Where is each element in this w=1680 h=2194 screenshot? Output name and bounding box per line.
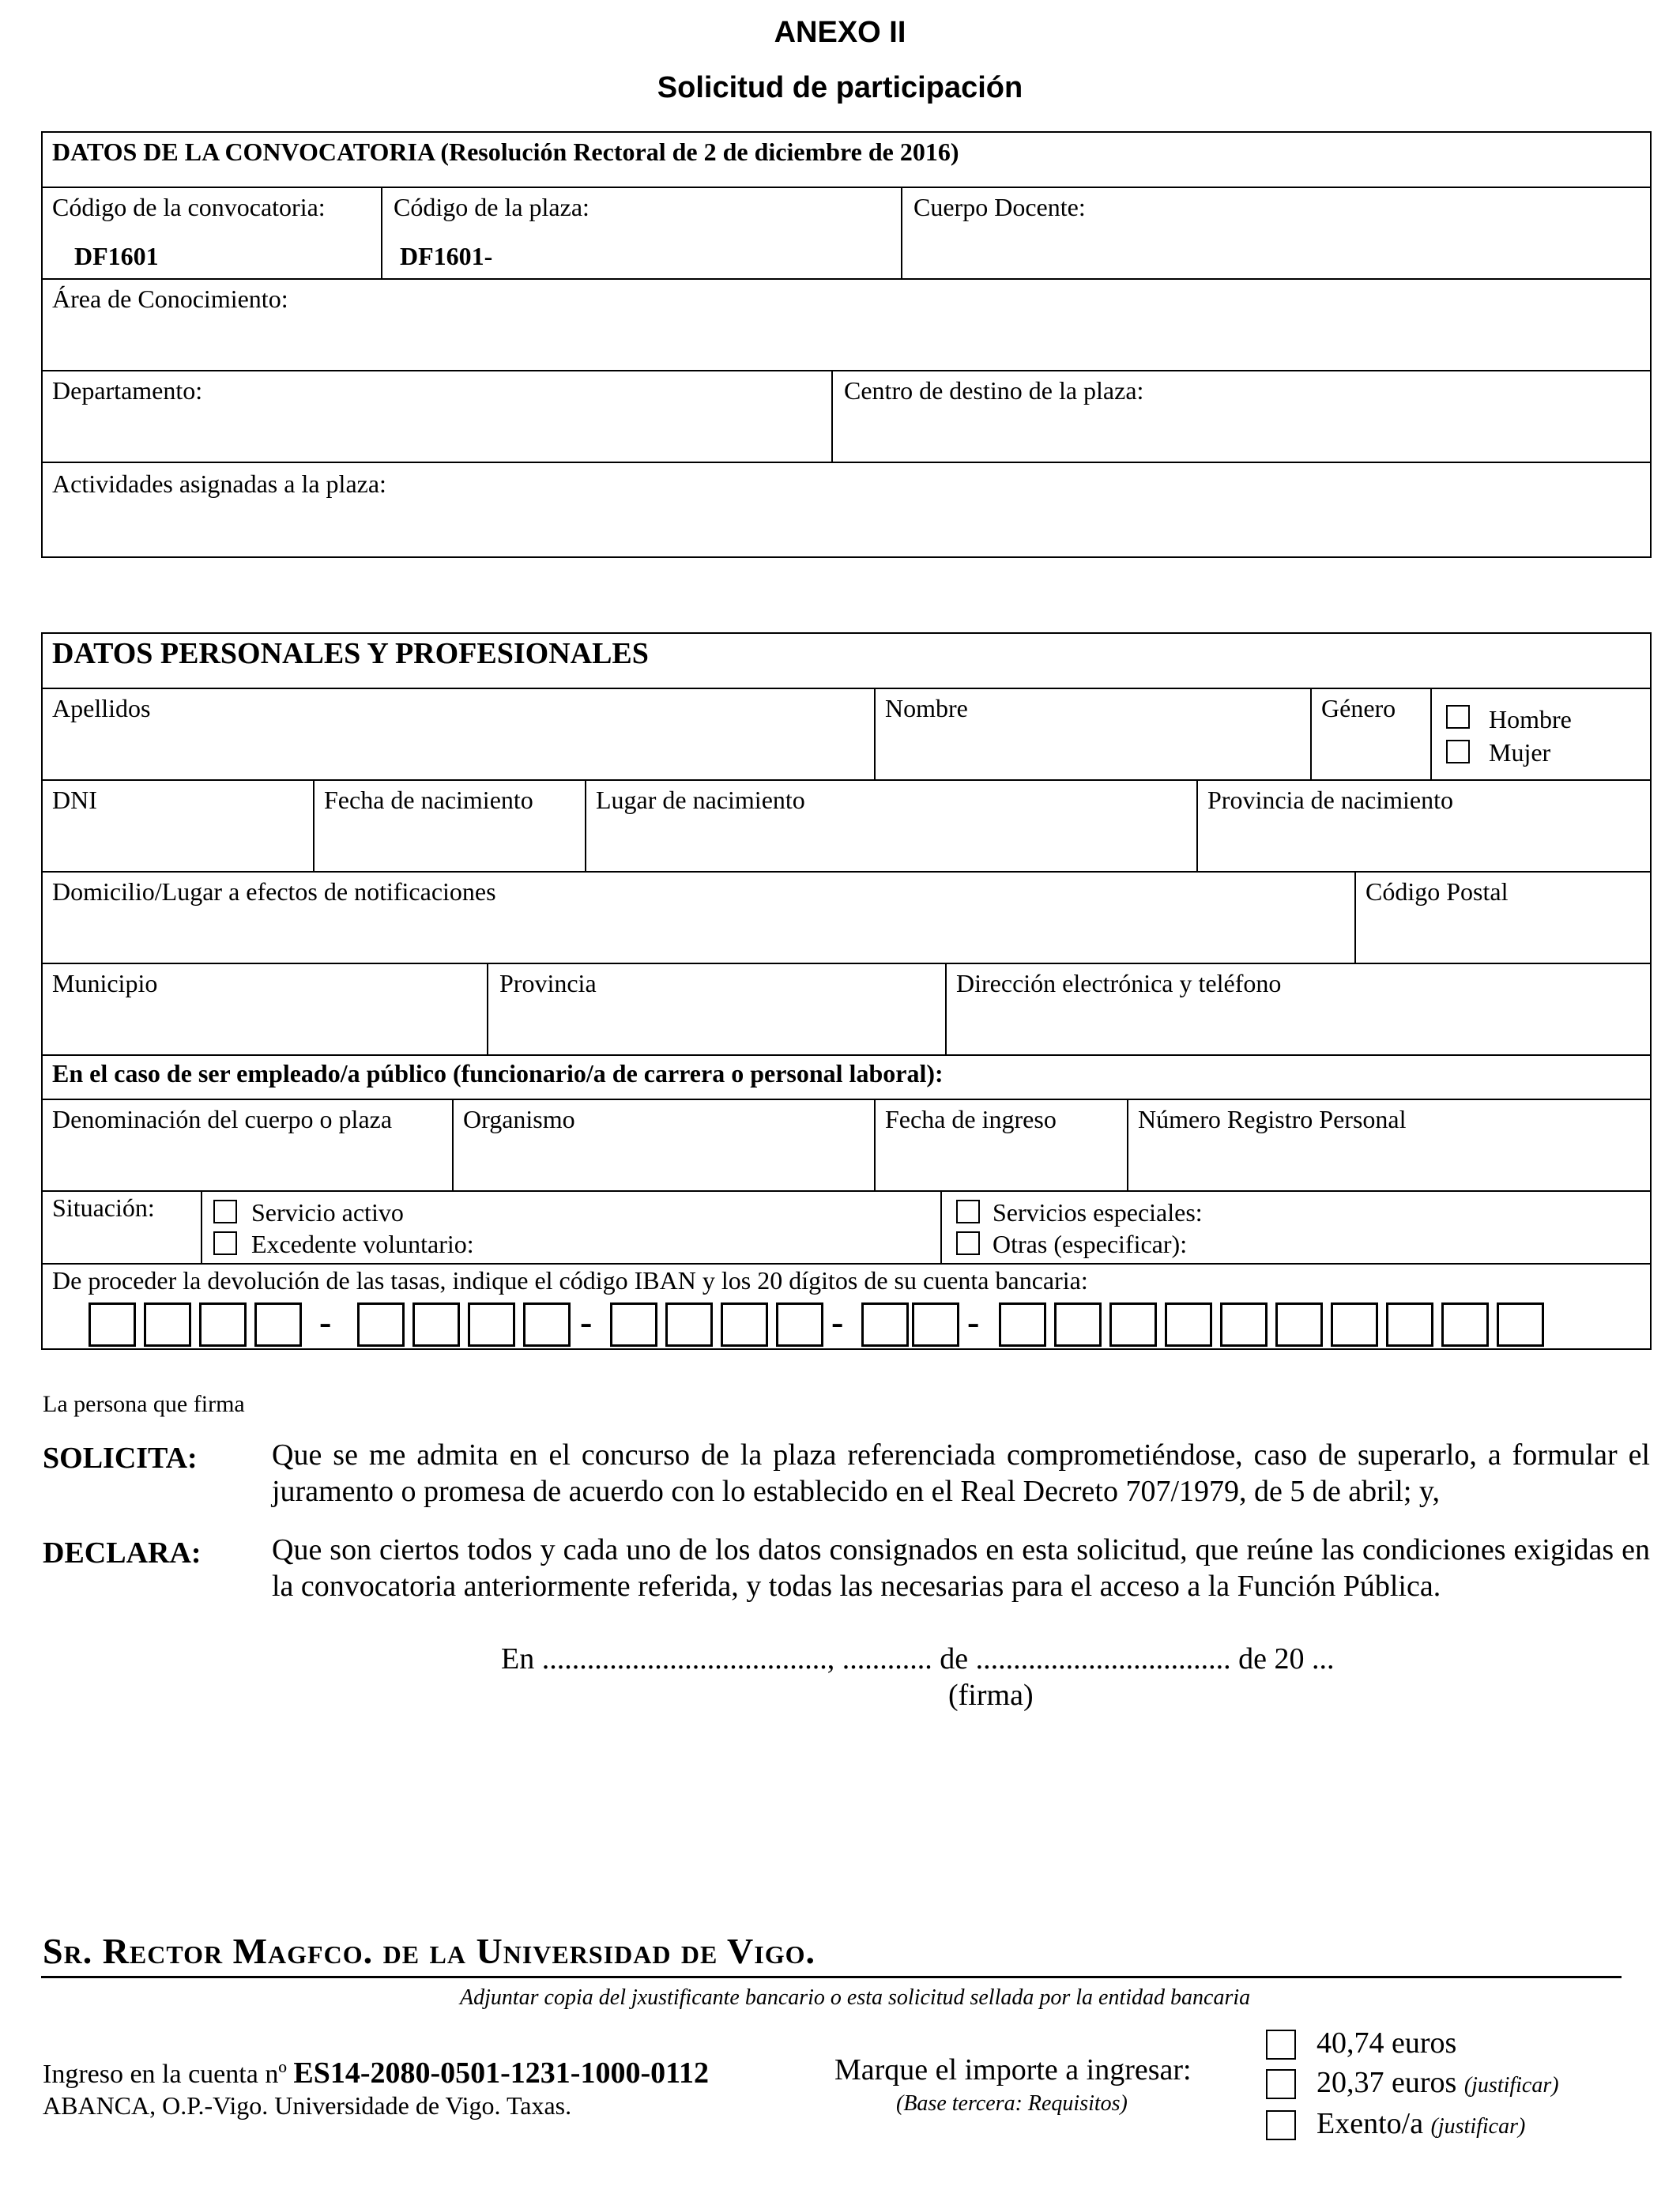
otras-label: Otras (especificar): [993,1230,1188,1258]
iban-digit-box[interactable] [665,1302,713,1347]
hombre-checkbox[interactable] [1446,705,1470,729]
servicios-especiales-checkbox[interactable] [956,1200,980,1223]
servicio-activo-label: Servicio activo [251,1198,404,1227]
iban-digit-box[interactable] [523,1302,571,1347]
importe-2037-note: (justificar) [1463,2073,1559,2098]
iban-separator: - [580,1302,593,1342]
solicita-label: SOLICITA: [43,1442,198,1475]
excedente-checkbox[interactable] [213,1231,237,1255]
exento-label: Exento/a [1317,2107,1424,2140]
iban-separator: - [967,1302,980,1342]
iban-digit-box[interactable] [999,1302,1046,1347]
fecha-nacimiento-label: Fecha de nacimiento [324,786,533,814]
codigo-plaza-value[interactable]: DF1601- [400,242,493,270]
organismo-label: Organismo [463,1105,575,1133]
form-title: Solicitud de participación [657,71,1023,104]
declara-label: DECLARA: [43,1536,202,1570]
exento-row [1317,2109,1525,2139]
mujer-label: Mujer [1489,738,1551,767]
iban-digit-box[interactable] [1331,1302,1378,1347]
rector-line: Sr. Rector Magfco. de la Universidad de Vigo. [43,1931,816,1971]
situacion-label: Situación: [52,1193,155,1222]
codigo-convocatoria-label: Código de la convocatoria: [52,193,326,221]
hombre-label: Hombre [1489,705,1572,733]
importe-4074-label: 40,74 euros [1317,2026,1457,2060]
importe-4074-checkbox[interactable] [1266,2030,1296,2060]
mujer-checkbox[interactable] [1446,740,1470,763]
iban-digit-box[interactable] [1109,1302,1157,1347]
codigo-postal-label: Código Postal [1365,877,1509,906]
servicio-activo-checkbox[interactable] [213,1200,237,1223]
cuerpo-docente-label: Cuerpo Docente: [913,193,1086,221]
iban-separator: - [319,1302,332,1342]
base-label: (Base tercera: Requisitos) [896,2091,1128,2116]
convocatoria-section-title: DATOS DE LA CONVOCATORIA (Resolución Rectoral de 2 de diciembre de 2016) [52,138,959,166]
provincia-nacimiento-label: Provincia de nacimiento [1207,786,1454,814]
domicilio-label: Domicilio/Lugar a efectos de notificaciones [52,877,496,906]
exento-note: (justificar) [1430,2114,1526,2139]
otras-checkbox[interactable] [956,1231,980,1255]
iban-digit-box[interactable] [1441,1302,1489,1347]
en-date-line[interactable]: En ......................................, ............ de .................................. de 20 ... [501,1642,1335,1676]
codigo-plaza-label: Código de la plaza: [394,193,590,221]
provincia-label: Provincia [499,969,597,997]
centro-destino-label: Centro de destino de la plaza: [844,376,1144,405]
annex-title: ANEXO II [774,16,906,49]
iban-digit-box[interactable] [776,1302,823,1347]
nombre-label: Nombre [885,694,968,722]
iban-digit-box[interactable] [468,1302,515,1347]
iban-digit-box[interactable] [1386,1302,1433,1347]
importe-2037-row [1317,2068,1559,2098]
iban-digit-box[interactable] [357,1302,405,1347]
fecha-ingreso-label: Fecha de ingreso [885,1105,1057,1133]
iban-label: De proceder la devolución de las tasas, indique el código IBAN y los 20 dígitos de su cuenta bancaria: [52,1266,1088,1295]
iban-digit-box[interactable] [1275,1302,1323,1347]
municipio-label: Municipio [52,969,158,997]
importe-2037-label: 20,37 euros [1317,2066,1457,2099]
genero-label: Género [1321,694,1396,722]
ingreso-prefix: Ingreso en la cuenta nº [43,2060,294,2089]
importe-2037-checkbox[interactable] [1266,2069,1296,2099]
iban-digit-box[interactable] [610,1302,657,1347]
empleado-publico-title: En el caso de ser empleado/a público (funcionario/a de carrera o personal laboral): [52,1059,944,1088]
ingreso-account: ES14-2080-0501-1231-1000-0112 [293,2056,710,2090]
abanca-line: ABANCA, O.P.-Vigo. Universidade de Vigo. Taxas. [43,2091,572,2120]
iban-digit-box[interactable] [1165,1302,1212,1347]
iban-digit-box[interactable] [144,1302,191,1347]
firma-intro: La persona que firma [43,1391,245,1417]
declara-text: Que son ciertos todos y cada uno de los datos consignados en esta solicitud, que reúne las condiciones exigidas en la convocatoria anteriormente referida, y todas las necesarias para el acceso a la Función Pública. [272,1533,1650,1603]
ingreso-line [43,2058,709,2088]
nrp-label: Número Registro Personal [1138,1105,1407,1133]
email-telefono-label: Dirección electrónica y teléfono [956,969,1282,997]
iban-digit-box[interactable] [912,1302,959,1347]
apellidos-label: Apellidos [52,694,151,722]
dni-label: DNI [52,786,97,814]
solicita-text: Que se me admita en el concurso de la plaza referenciada comprometiéndose, caso de superarlo, a formular el juramento o promesa de acuerdo con lo establecido en el Real Decreto 707/1979, de 5 de abril; y, [272,1438,1650,1508]
lugar-nacimiento-label: Lugar de nacimiento [596,786,805,814]
iban-digit-box[interactable] [861,1302,909,1347]
iban-digit-box[interactable] [721,1302,768,1347]
denominacion-label: Denominación del cuerpo o plaza [52,1105,393,1133]
excedente-label: Excedente voluntario: [251,1230,474,1258]
personales-section-title: DATOS PERSONALES Y PROFESIONALES [52,637,649,670]
adjuntar-note: Adjuntar copia del jxustificante bancario o esta solicitud sellada por la entidad bancaria [460,1985,1251,2010]
iban-digit-box[interactable] [89,1302,136,1347]
iban-digit-box[interactable] [254,1302,302,1347]
actividades-label: Actividades asignadas a la plaza: [52,469,386,498]
codigo-convocatoria-value[interactable]: DF1601 [74,242,159,270]
marque-label: Marque el importe a ingresar: [834,2053,1192,2087]
iban-digit-box[interactable] [412,1302,460,1347]
iban-separator: - [831,1302,844,1342]
area-conocimiento-label: Área de Conocimiento: [52,285,288,313]
iban-digit-box[interactable] [1220,1302,1268,1347]
iban-digit-box[interactable] [1054,1302,1102,1347]
exento-checkbox[interactable] [1266,2110,1296,2140]
iban-digit-box[interactable] [199,1302,247,1347]
firma-label: (firma) [948,1679,1034,1712]
servicios-especiales-label: Servicios especiales: [993,1198,1203,1227]
iban-digit-box[interactable] [1497,1302,1544,1347]
departamento-label: Departamento: [52,376,203,405]
